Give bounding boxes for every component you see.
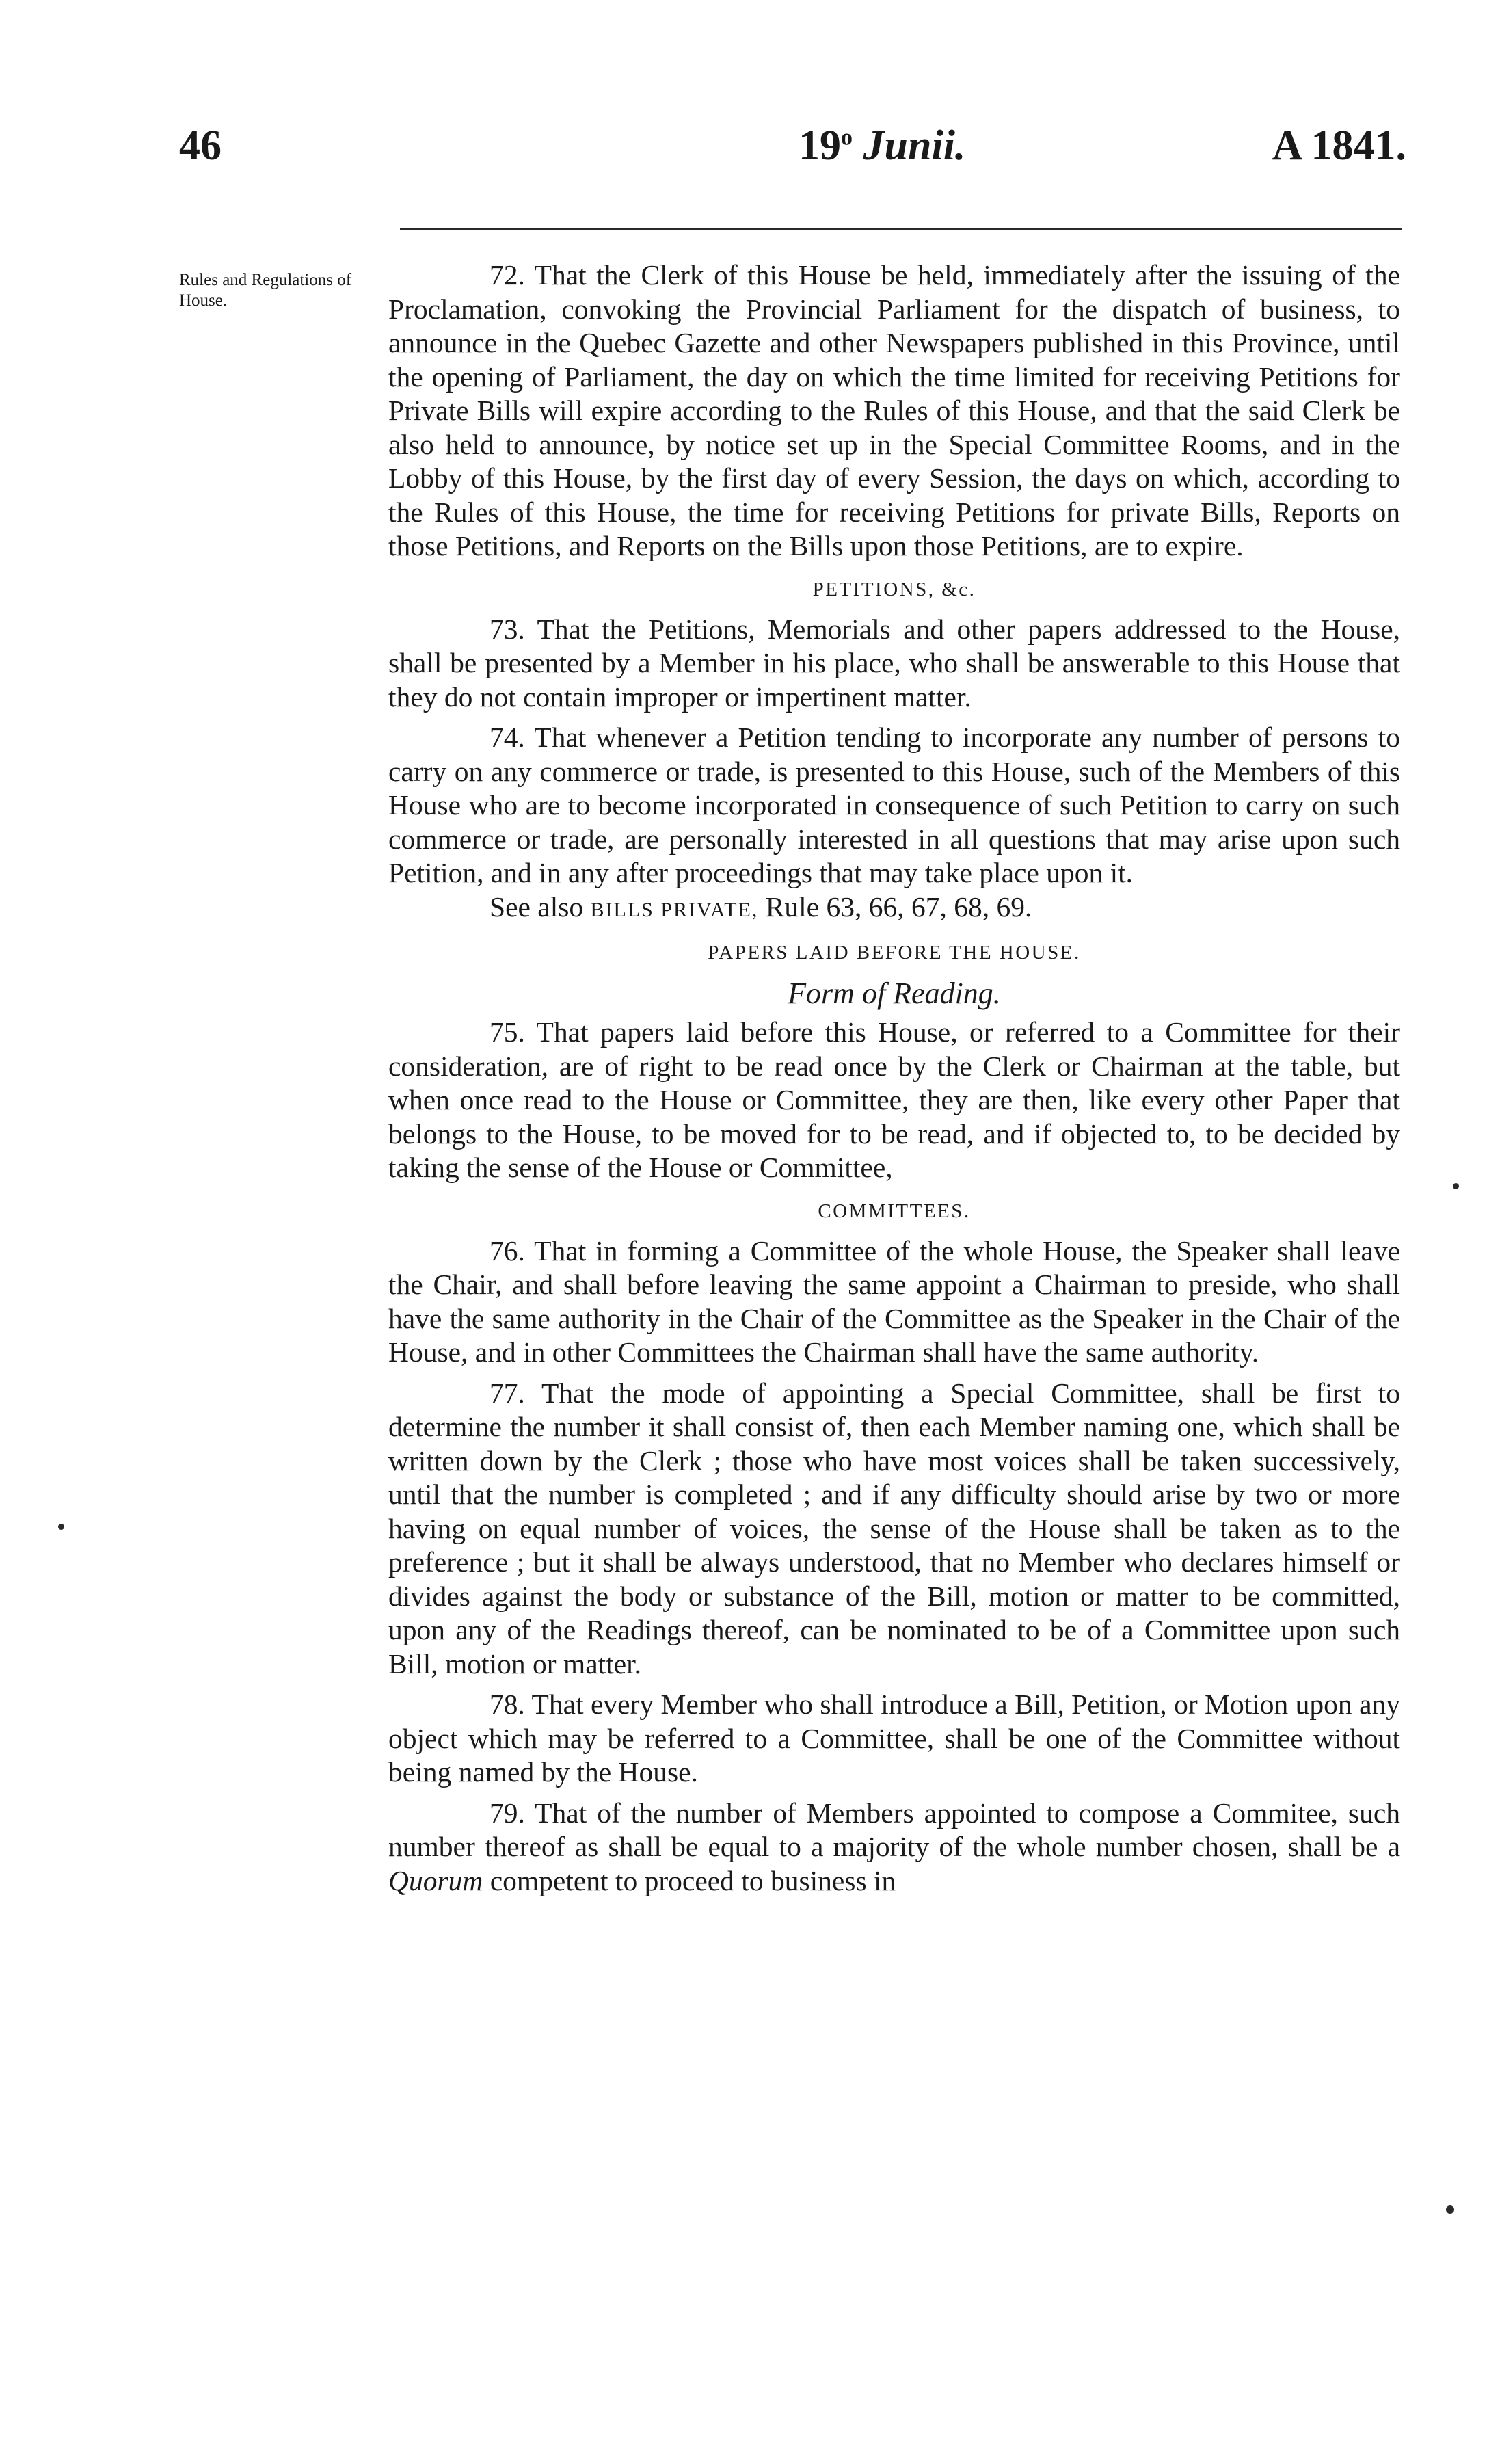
page-header [0,115,1487,176]
date-day: 19 [799,122,841,169]
see-also-rules: Rule 63, 66, 67, 68, 69. [765,890,1032,923]
section-heading-petitions: PETITIONS, &c. [812,578,976,600]
see-also-prefix: See also [490,890,584,923]
see-also-reference [388,890,1400,927]
rule-73: 73. That the Petitions, Memorials and other papers addressed to the House, shall be presented by a Member in his place, who shall be answerable to this House that they do not contain improper or impertinent matter. [388,613,1400,713]
ink-speck [1446,2205,1454,2214]
rule-79 [388,1797,1400,1898]
ink-speck [1453,1183,1459,1189]
rule-79-text-start: 79. That of the number of Members appointed to compose a Commitee, such number thereof as shall be equal to a majority of the whole number chosen, shall be a [388,1797,1400,1862]
ink-speck [58,1524,64,1530]
page-number: 46 [179,122,222,169]
rule-74: 74. That whenever a Petition tending to incorporate any number of persons to carry on any commerce or trade, is presented to this House, such of the Members of this House who are to become incorporated in consequence of such Petition to carry on such commerce or trade, are personally interested in all questions that may arise upon such Petition, and in any after proceedings that may take place upon it. [388,721,1400,888]
header-date [799,115,965,176]
date-superscript: o [841,124,853,150]
rule-79-quorum: Quorum [388,1864,483,1896]
rule-78: 78. That every Member who shall introduce a Bill, Petition, or Motion upon any object which may be referred to a Committee, shall be one of the Committee without being named by the House. [388,1688,1400,1788]
subheading-form-of-reading: Form of Reading. [788,977,1001,1010]
rule-79-text-end: competent to proceed to business in [490,1864,896,1896]
margin-note: Rules and Regulations of House. [179,271,352,310]
rule-72: 72. That the Clerk of this House be held, immediately after the issuing of the Proclamation, convoking the Provincial Parliament for the dispatch of business, to announce in the Quebec Gazette and other Newspapers published in this Province, until the opening of Parliament, the day on which the time limited for receiving Petitions for Private Bills will expire according to the Rules of this House, and that the said Clerk be also held to announce, by notice set up in the Special Committee Rooms, and in the Lobby of this House, by the first day of every Session, the days on which, according to the Rules of this House, the time for receiving Petitions for private Bills, Reports on those Petitions, and Reports on the Bills upon those Petitions, are to expire. [388,259,1400,561]
header-year: A 1841. [1272,122,1406,169]
see-also-title: BILLS PRIVATE, [590,898,759,921]
rule-76: 76. That in forming a Committee of the whole House, the Speaker shall leave the Chair, and shall before leaving the same appoint a Chairman to preside, who shall have the same authority in the Chair of the Committee as the Speaker in the Chair of the House, and in other Committees the Chairman shall have the same authority. [388,1234,1400,1368]
header-rule [400,228,1402,230]
section-heading-papers: PAPERS LAID BEFORE THE HOUSE. [708,942,1081,964]
rule-77: 77. That the mode of appointing a Special Committee, shall be first to determine the number it shall consist of, then each Member naming one, which shall be written down by the Clerk ; those who have most voices shall be taken successively, until that the number is completed ; and if any difficulty should arise by two or more having on equal number of voices, the sense of the House shall be taken as to the preference ; but it shall be always understood, that no Member who declares himself or divides against the body or substance of the Bill, motion or matter to be committed, upon any of the Readings thereof, can be nominated to be of a Committee upon such Bill, motion or matter. [388,1377,1400,1680]
rule-75: 75. That papers laid before this House, or referred to a Committee for their consideration, are of right to be read once by the Clerk or Chairman at the table, but when once read to the House or Committee, they are then, like every other Paper that belongs to the House, to be moved for to be read, and if objected to, to be decided by taking the sense of the House or Committee, [388,1016,1400,1183]
main-text [388,259,1400,1898]
section-heading-committees: COMMITTEES. [818,1200,971,1222]
date-month: Junii. [863,122,966,169]
